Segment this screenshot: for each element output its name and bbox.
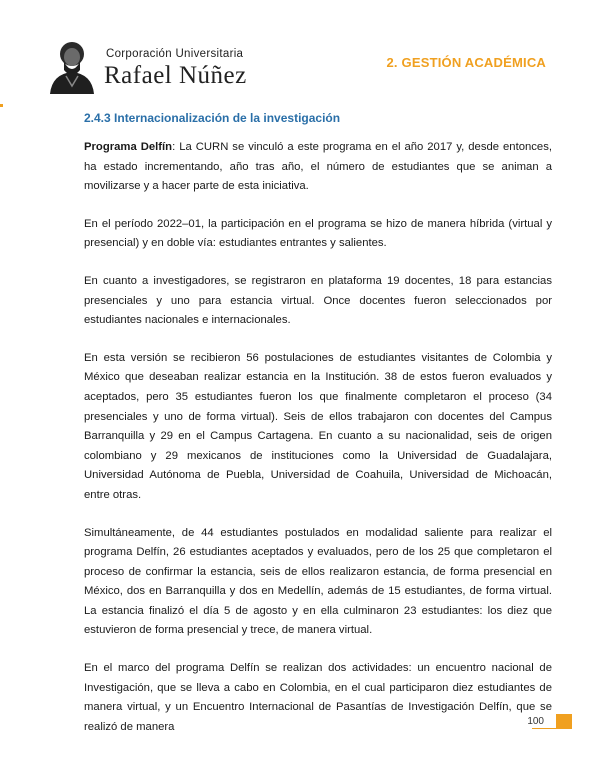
page-number-rule [532, 728, 572, 729]
section-tag: 2. GESTIÓN ACADÉMICA [386, 55, 546, 70]
paragraph-text: : La CURN se vinculó a este programa en el año 2017 y, desde entonces, ha estado incrementando, año tras año, el número de estudiantes que se animan a movilizarse y a hacer parte de esta iniciativa. [84, 141, 552, 193]
page-content [84, 108, 552, 755]
page-number-bar [556, 714, 572, 728]
section-title: 2.4.3 Internacionalización de la investigación [84, 111, 341, 125]
paragraph-5: Simultáneamente, de 44 estudiantes postulados en modalidad saliente para realizar el programa Delfín, 26 estudiantes aceptados y evaluados, pero de los 25 que completaron el proceso de confirmar la estancia, seis de ellos realizaron estancia, de forma presencial en México, dos en Barranquilla y dos en Medellín, además de 15 estudiantes, de forma virtual. La estancia finalizó el día 5 de agosto y en ella culminaron 23 estudiantes: los diez que estuvieron de forma presencial y trece, de manera virtual. [84, 526, 552, 637]
paragraph-1 [84, 138, 552, 197]
paragraph-6: En el marco del programa Delfín se realizan dos actividades: un encuentro nacional de Investigación, que se lleva a cabo en Colombia, en el cual participaron diez estudiantes de manera virtual, y un Encuentro Internacional de Pasantías de Investigación Delfín, que se realizó de manera [84, 662, 552, 733]
logo-line-2: Rafael Núñez [104, 62, 247, 89]
page-number: 100 [527, 716, 544, 727]
logo-line-1: Corporación Universitaria [106, 48, 244, 60]
margin-mark [0, 104, 3, 107]
page-header [0, 0, 600, 100]
paragraph-4: En esta versión se recibieron 56 postulaciones de estudiantes visitantes de Colombia y México que deseaban realizar estancia en la Institución. 38 de estos fueron evaluados y aceptados, pero 35 estudiantes fueron los que finalmente completaron el proceso (34 presenciales y uno de forma virtual). Seis de ellos trabajaron con docentes del Campus Barranquilla y 29 en el Campus Cartagena. En cuanto a su nacionalidad, seis de origen colombiano y 29 mexicanos de instituciones como la Universidad de Guadalajara, Universidad Autónoma de Puebla, Universidad de Coahuila, Universidad de Michoacán, entre otras. [84, 351, 552, 501]
founder-portrait-icon [44, 36, 100, 94]
paragraph-lead: Programa Delfín [84, 141, 173, 153]
paragraph-3: En cuanto a investigadores, se registraron en plataforma 19 docentes, 18 para estancias presenciales y uno para estancia virtual. Once docentes fueron seleccionados por estudiantes nacionales e internacionales. [84, 274, 552, 327]
university-logo [44, 36, 274, 94]
paragraph-2: En el período 2022–01, la participación en el programa se hizo de manera híbrida (virtual y presencial) y en doble vía: estudiantes entrantes y salientes. [84, 217, 552, 250]
